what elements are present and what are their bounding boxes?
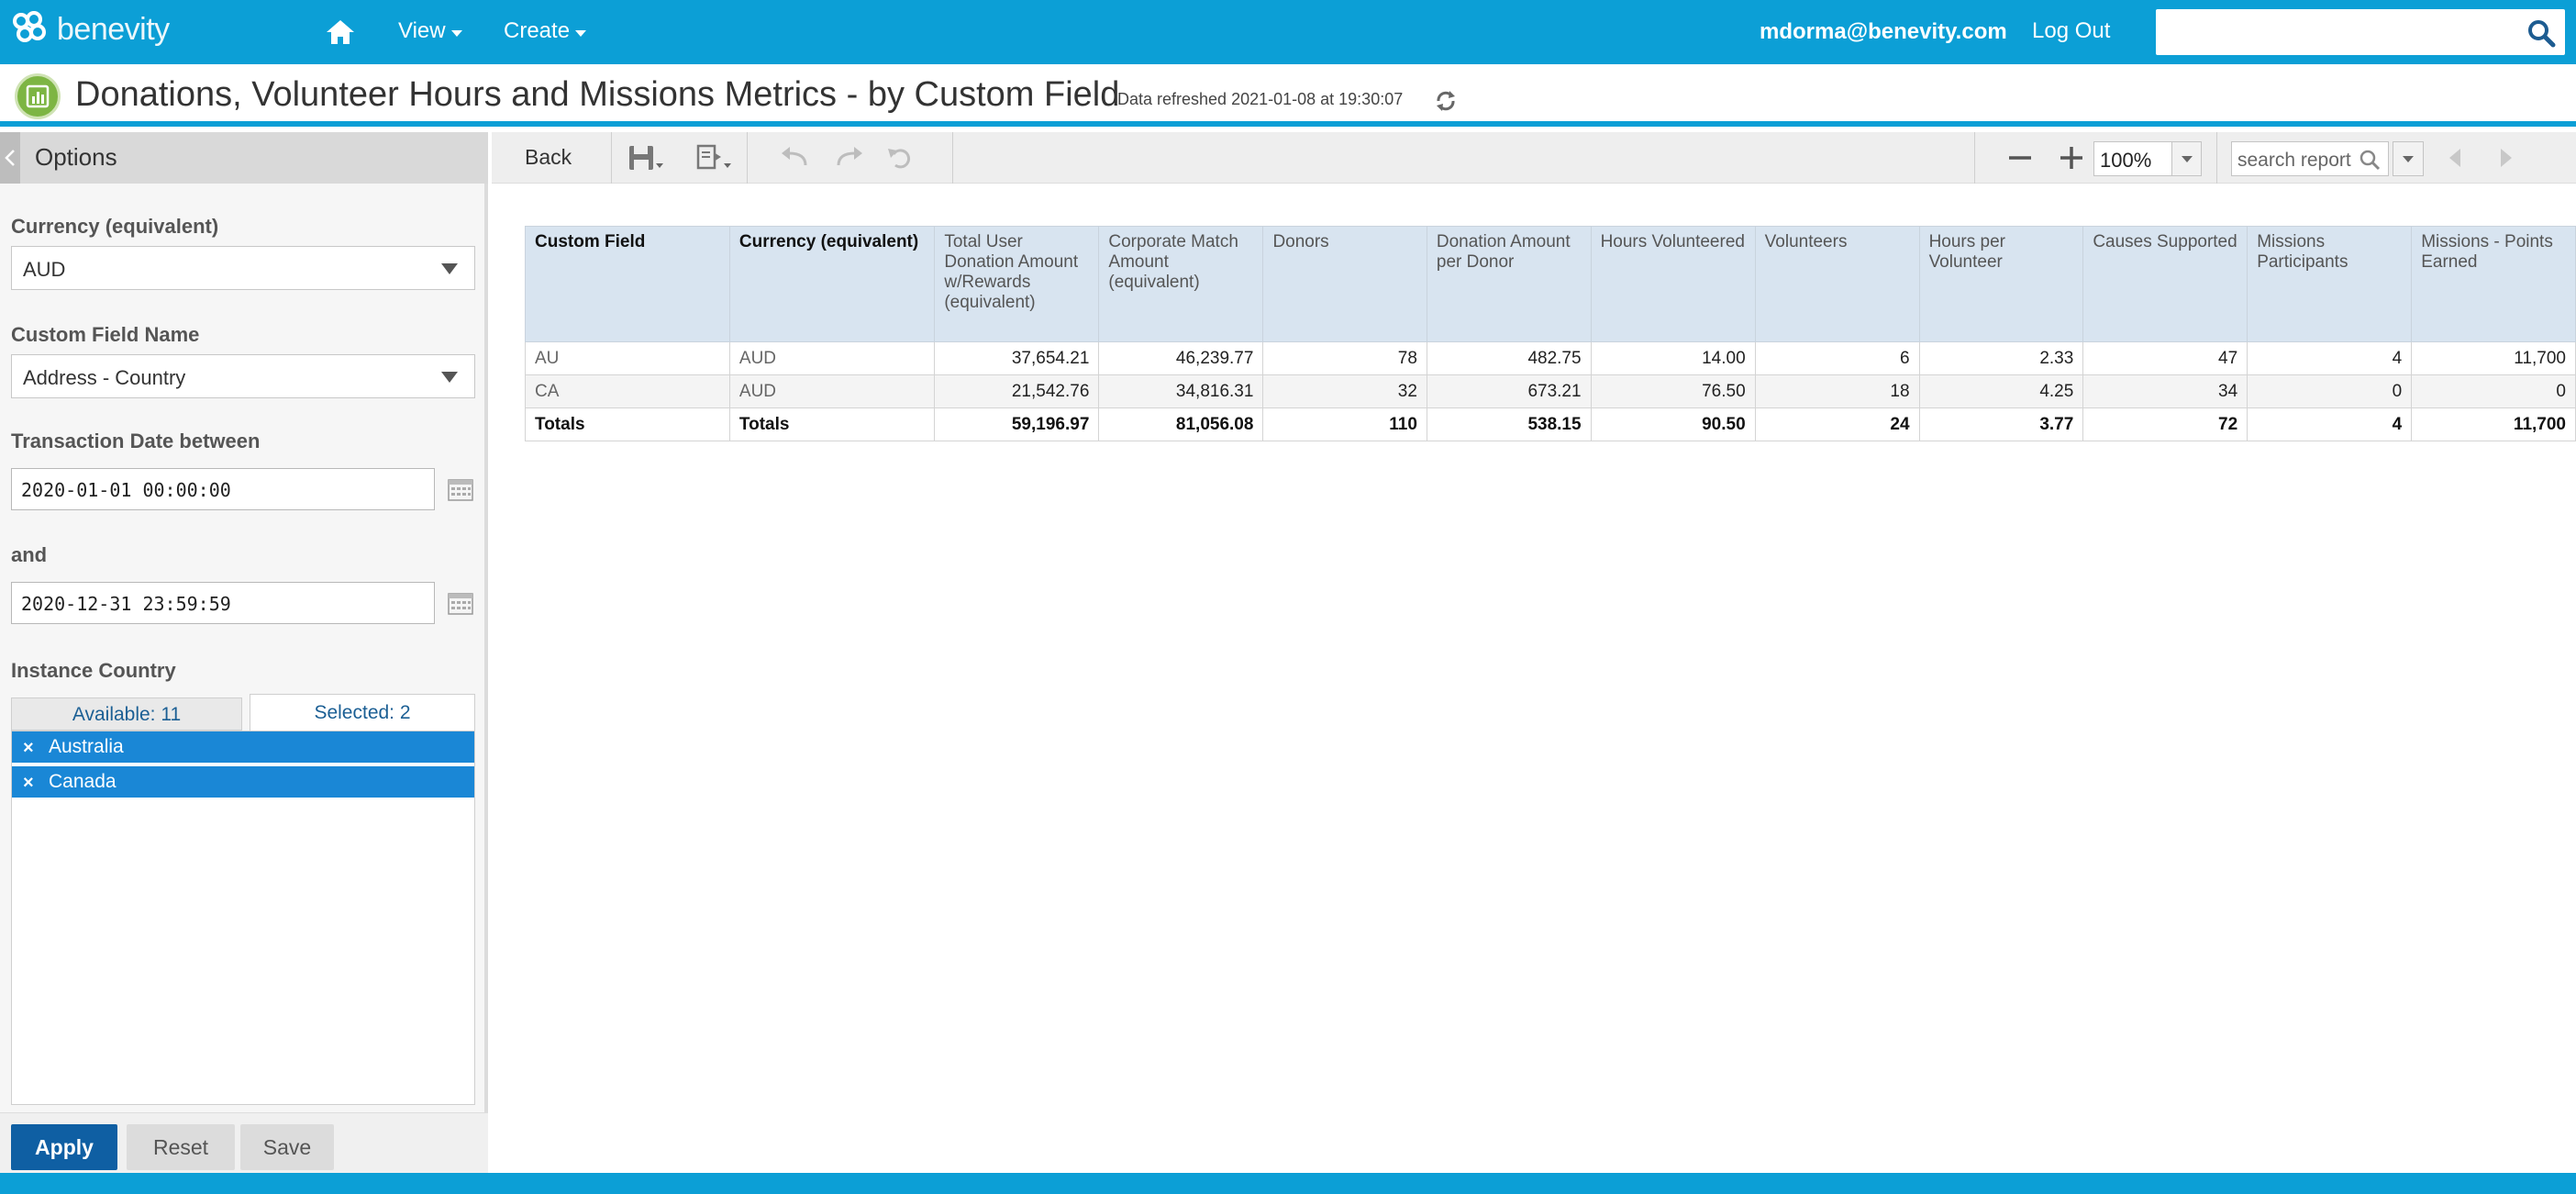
chevron-down-icon	[441, 372, 458, 383]
table-cell: 34,816.31	[1099, 375, 1263, 408]
apply-button[interactable]: Apply	[11, 1124, 117, 1170]
table-cell: 14.00	[1591, 342, 1755, 375]
column-header[interactable]: Causes Supported	[2083, 227, 2248, 342]
date-from-value: 2020-01-01 00:00:00	[21, 479, 231, 501]
page-title: Donations, Volunteer Hours and Missions Metrics - by Custom Field	[75, 75, 1120, 114]
undo-icon[interactable]	[778, 143, 815, 173]
toolbar-divider	[1974, 132, 1975, 184]
next-match-icon[interactable]	[2492, 143, 2528, 173]
list-item[interactable]	[12, 766, 474, 799]
chevron-down-icon	[2171, 142, 2201, 175]
save-report-icon[interactable]	[627, 143, 664, 173]
column-header[interactable]: Currency (equivalent)	[729, 227, 934, 342]
table-cell: CA	[526, 375, 730, 408]
search-icon[interactable]	[2359, 149, 2381, 171]
reset-button[interactable]: Reset	[127, 1124, 235, 1170]
table-row	[526, 342, 2576, 375]
table-cell: 673.21	[1427, 375, 1591, 408]
table-cell: 6	[1755, 342, 1919, 375]
metrics-table	[525, 226, 2576, 441]
table-cell: 90.50	[1591, 408, 1755, 441]
currency-label: Currency (equivalent)	[11, 215, 219, 238]
calendar-icon[interactable]	[448, 591, 473, 615]
table-cell: 78	[1263, 342, 1427, 375]
table-cell: 11,700	[2412, 342, 2576, 375]
chevron-down-icon	[441, 263, 458, 274]
back-button[interactable]: Back	[525, 145, 572, 169]
table-cell: 37,654.21	[935, 342, 1099, 375]
logout-link[interactable]: Log Out	[2032, 18, 2111, 43]
column-header[interactable]: Donors	[1263, 227, 1427, 342]
previous-match-icon[interactable]	[2440, 143, 2477, 173]
zoom-level-select[interactable]	[2093, 141, 2202, 176]
toolbar-divider	[952, 132, 953, 184]
table-row	[526, 375, 2576, 408]
instance-country-label: Instance Country	[11, 659, 176, 682]
options-footer	[0, 1112, 488, 1173]
options-title: Options	[35, 143, 117, 171]
table-cell: 482.75	[1427, 342, 1591, 375]
column-header[interactable]: Custom Field	[526, 227, 730, 342]
column-header[interactable]: Missions - Points Earned	[2412, 227, 2576, 342]
reset-view-icon[interactable]	[883, 143, 919, 173]
nav-view-label: View	[398, 18, 446, 43]
tab-available[interactable]: Available: 11	[11, 697, 242, 731]
column-header[interactable]: Missions Participants	[2248, 227, 2412, 342]
chevron-down-icon	[451, 30, 462, 37]
user-email[interactable]: mdorma@benevity.com	[1760, 19, 2007, 44]
tab-selected[interactable]: Selected: 2	[250, 694, 475, 732]
global-search-input[interactable]	[2156, 9, 2565, 55]
table-cell: 2.33	[1919, 342, 2083, 375]
column-header[interactable]: Hours per Volunteer	[1919, 227, 2083, 342]
date-to-value: 2020-12-31 23:59:59	[21, 593, 231, 615]
zoom-in-icon[interactable]	[2057, 143, 2093, 173]
data-refreshed-timestamp: Data refreshed 2021-01-08 at 19:30:07	[1117, 90, 1404, 108]
bottom-status-bar	[0, 1173, 2576, 1194]
currency-select[interactable]	[11, 246, 475, 290]
custom-field-name-label: Custom Field Name	[11, 323, 200, 346]
table-header-row	[526, 227, 2576, 342]
table-cell: 47	[2083, 342, 2248, 375]
table-cell: 59,196.97	[935, 408, 1099, 441]
toolbar-divider	[611, 132, 612, 184]
table-cell: 21,542.76	[935, 375, 1099, 408]
custom-field-name-value: Address - Country	[23, 366, 186, 389]
table-cell: AUD	[729, 342, 934, 375]
column-header[interactable]: Corporate Match Amount (equivalent)	[1099, 227, 1263, 342]
nav-view-menu[interactable]	[398, 18, 462, 44]
table-cell: 4	[2248, 408, 2412, 441]
report-canvas	[492, 184, 2576, 1173]
remove-icon[interactable]: ×	[23, 738, 34, 758]
table-cell: Totals	[526, 408, 730, 441]
chevron-down-icon	[575, 30, 586, 37]
search-report-placeholder: search report	[2237, 150, 2351, 171]
table-cell: 0	[2412, 375, 2576, 408]
column-header[interactable]: Total User Donation Amount w/Rewards (equivalent)	[935, 227, 1099, 342]
table-cell: 3.77	[1919, 408, 2083, 441]
list-item-label: Australia	[49, 736, 124, 757]
column-header[interactable]: Donation Amount per Donor	[1427, 227, 1591, 342]
table-cell: 76.50	[1591, 375, 1755, 408]
table-cell: 0	[2248, 375, 2412, 408]
table-cell: AUD	[729, 375, 934, 408]
instance-country-tabs	[11, 694, 475, 731]
logo-text: benevity	[57, 11, 170, 47]
table-cell: 32	[1263, 375, 1427, 408]
calendar-icon[interactable]	[448, 477, 473, 501]
toolbar-divider	[2216, 132, 2217, 184]
benevity-logo[interactable]	[11, 9, 170, 50]
report-title-bar	[0, 64, 2576, 127]
table-totals-row	[526, 408, 2576, 441]
save-button[interactable]: Save	[240, 1124, 334, 1170]
options-header	[0, 132, 488, 184]
report-chart-icon	[15, 73, 61, 119]
table-cell: 18	[1755, 375, 1919, 408]
and-label: and	[11, 543, 48, 566]
table-cell: 81,056.08	[1099, 408, 1263, 441]
remove-icon[interactable]: ×	[23, 773, 34, 793]
redo-icon[interactable]	[831, 143, 868, 173]
column-header[interactable]: Volunteers	[1755, 227, 1919, 342]
selected-countries-list	[11, 731, 475, 1105]
export-icon[interactable]	[695, 143, 732, 173]
refresh-icon[interactable]	[1433, 88, 1459, 114]
table-cell: 46,239.77	[1099, 342, 1263, 375]
table-cell: AU	[526, 342, 730, 375]
table-cell: 24	[1755, 408, 1919, 441]
zoom-level-value: 100%	[2100, 149, 2152, 172]
report-toolbar	[492, 132, 2576, 184]
date-from-input[interactable]	[11, 468, 435, 510]
nav-create-menu[interactable]	[504, 18, 586, 44]
table-cell: 11,700	[2412, 408, 2576, 441]
top-navigation-bar	[0, 0, 2576, 64]
benevity-logo-mark-icon	[11, 9, 51, 50]
table-cell: 34	[2083, 375, 2248, 408]
table-cell: 110	[1263, 408, 1427, 441]
search-icon[interactable]	[2526, 18, 2556, 48]
table-cell: Totals	[729, 408, 934, 441]
currency-value: AUD	[23, 258, 66, 281]
table-cell: 4.25	[1919, 375, 2083, 408]
list-item-label: Canada	[49, 771, 117, 792]
transaction-date-between-label: Transaction Date between	[11, 430, 261, 452]
home-icon[interactable]	[325, 18, 356, 46]
collapse-panel-button[interactable]	[0, 132, 20, 184]
table-cell: 72	[2083, 408, 2248, 441]
column-header[interactable]: Hours Volunteered	[1591, 227, 1755, 342]
options-panel	[0, 132, 488, 1173]
toolbar-divider	[747, 132, 748, 184]
search-options-dropdown[interactable]	[2393, 141, 2424, 176]
list-item[interactable]	[12, 731, 474, 764]
table-cell: 4	[2248, 342, 2412, 375]
table-cell: 538.15	[1427, 408, 1591, 441]
zoom-out-icon[interactable]	[2005, 143, 2042, 173]
search-report-input[interactable]	[2231, 141, 2389, 176]
nav-create-label: Create	[504, 18, 571, 43]
custom-field-name-select[interactable]	[11, 354, 475, 398]
date-to-input[interactable]	[11, 582, 435, 624]
